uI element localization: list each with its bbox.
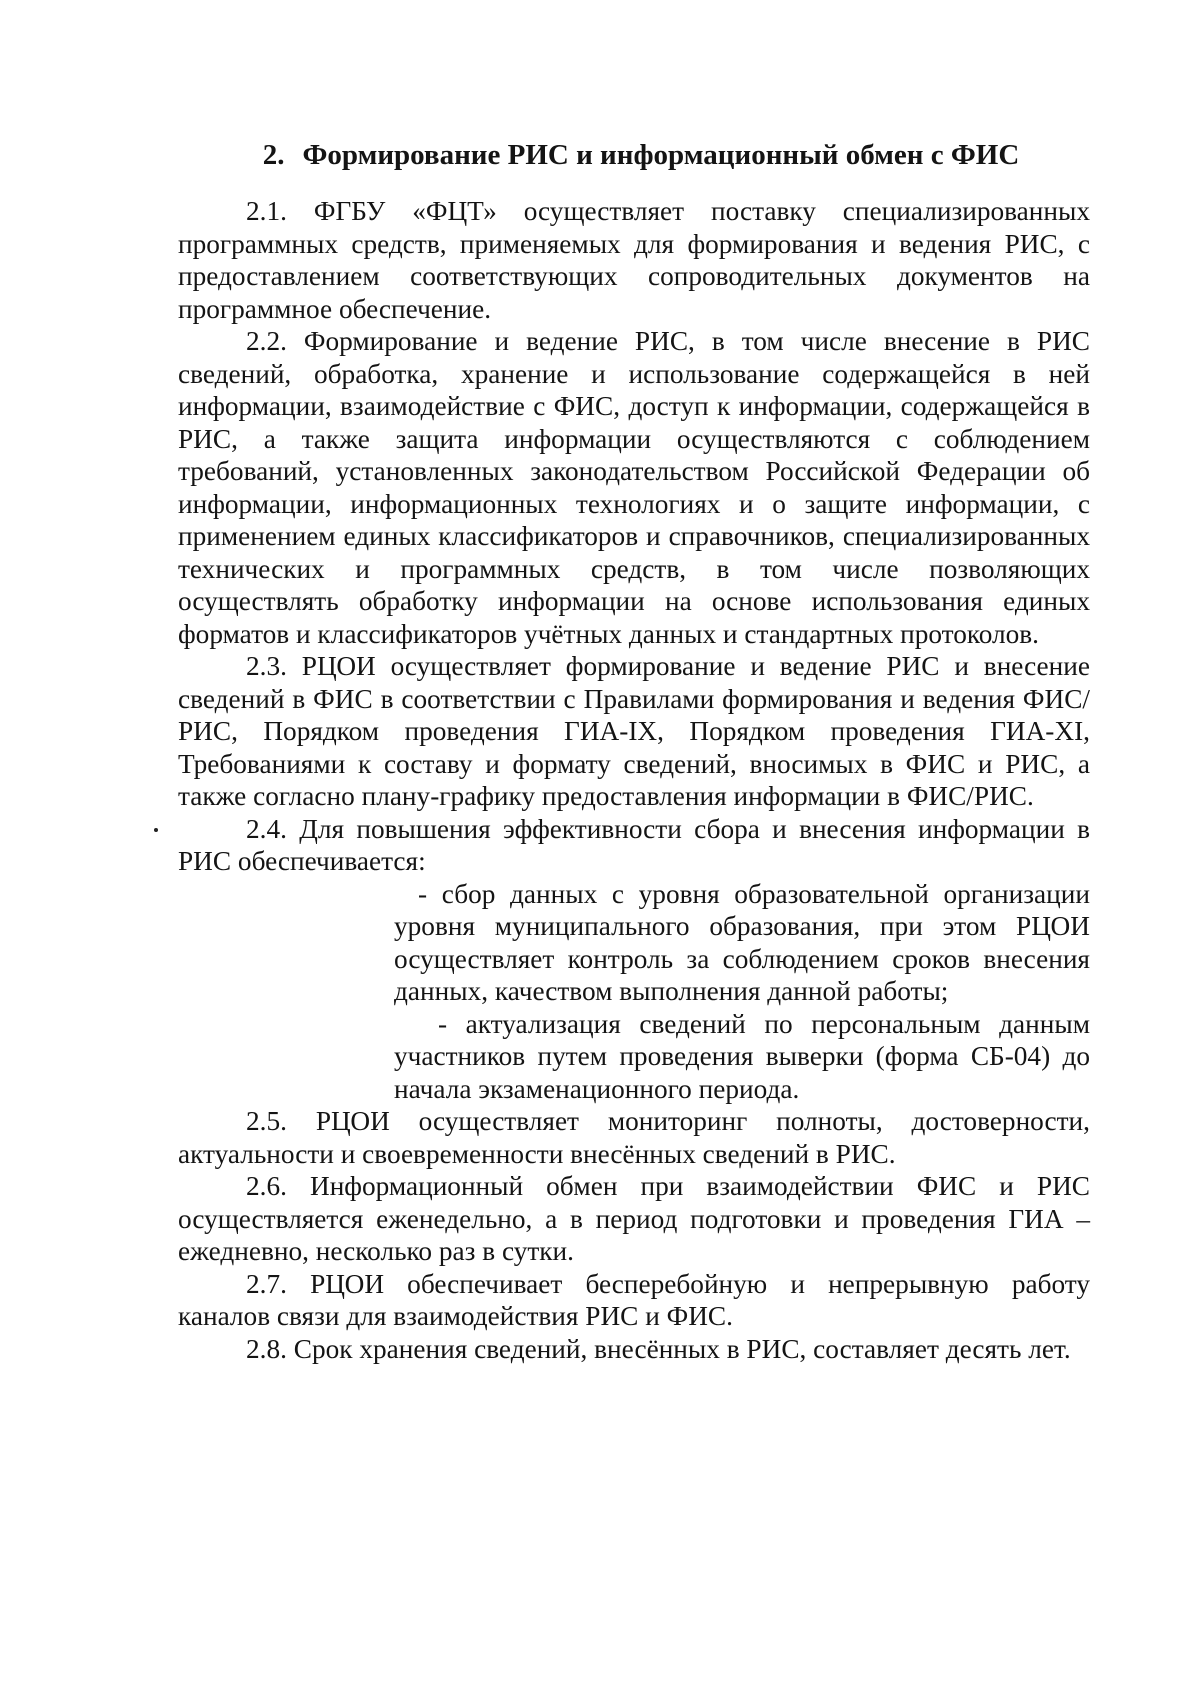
paragraph-2-6: 2.6. Информационный обмен при взаимодействии ФИС и РИС осуществляется еженедельно, а в период подготовки и проведения ГИА – ежедневно, несколько раз в сутки. (178, 1171, 1090, 1266)
paragraph-2-2: 2.2. Формирование и ведение РИС, в том числе внесение в РИС сведений, обработка, хранение и использование содержащейся в ней информации, взаимодействие с ФИС, доступ к информации, содержащейся в РИС, а также защита информации осуществляются с соблюдением требований, установленных законодательством Российской Федерации об информации, информационных технологиях и о защите информации, с применением единых классификаторов и справочников, специализированных технических и программных средств, в том числе позволяющих осуществлять обработку информации на основе использования единых форматов и классификаторов учётных данных и стандартных протоколов. (178, 326, 1090, 649)
bullet-list (394, 878, 1090, 1106)
paragraph-2-7: 2.7. РЦОИ обеспечивает бесперебойную и непрерывную работу каналов связи для взаимодействия РИС и ФИС. (178, 1268, 1090, 1331)
document-page (178, 138, 1090, 1365)
section-number: 2. (262, 139, 285, 171)
paragraph-2-3: 2.3. РЦОИ осуществляет формирование и ведение РИС и внесение сведений в ФИС в соответствии с Правилами формирования и ведения ФИС/РИС, Порядком проведения ГИА-IX, Порядком проведения ГИА-XI, Требованиями к составу и формату сведений, вносимых в ФИС и РИС, а также согласно плану-графику предоставления информации в ФИС/РИС. (178, 651, 1090, 811)
bullet-item-data-update: - актуализация сведений по персональным данным участников путем проведения выверки (форма СБ-04) до начала экзаменационного периода. (394, 1008, 1090, 1104)
paragraph-2-5: 2.5. РЦОИ осуществляет мониторинг полноты, достоверности, актуальности и своевременности внесённых сведений в РИС. (178, 1106, 1090, 1169)
section-title: Формирование РИС и информационный обмен с ФИС (302, 139, 1020, 171)
section-heading (192, 138, 1090, 172)
paragraph-2-1: 2.1. ФГБУ «ФЦТ» осуществляет поставку специализированных программных средств, применяемых для формирования и ведения РИС, с предоставлением соответствующих сопроводительных документов на программное обеспечение. (178, 196, 1090, 324)
paragraph-2-8: 2.8. Срок хранения сведений, внесённых в РИС, составляет десять лет. (246, 1333, 1071, 1364)
scan-speck (154, 828, 158, 832)
paragraph-2-4: 2.4. Для повышения эффективности сбора и внесения информации в РИС обеспечивается: (178, 813, 1090, 876)
bullet-item-data-collection: - сбор данных с уровня образовательной организации уровня муниципального образования, при этом РЦОИ осуществляет контроль за соблюдением сроков внесения данных, качеством выполнения данной работы; (394, 878, 1090, 1006)
